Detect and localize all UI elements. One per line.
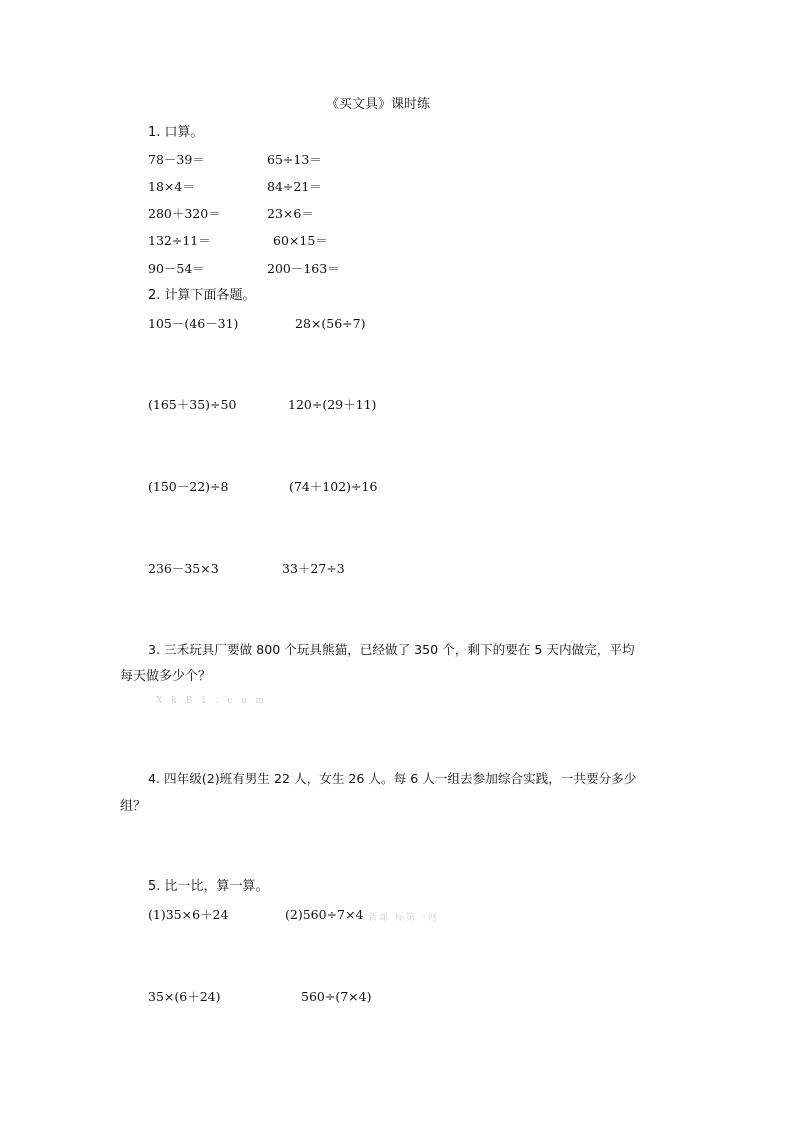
q5-item-4: 560÷(7×4) (301, 989, 372, 1004)
q2-item-4b: 33＋27÷3 (282, 561, 345, 576)
q3-text-line1: 3. 三禾玩具厂要做 800 个玩具熊猫，已经做了 350 个，剩下的要在 5 天内做完，平均 (148, 642, 635, 657)
q5-item-3: 35×(6＋24) (148, 989, 221, 1004)
q5-item-2: (2)560÷7×4 (285, 907, 364, 922)
q1-heading: 1. 口算。 (148, 125, 204, 140)
q1-item-3b: 23×6＝ (267, 206, 314, 221)
q2-item-3b: (74＋102)÷16 (289, 479, 378, 494)
q1-item-3a: 280＋320＝ (148, 206, 221, 221)
q2-item-2a: (165＋35)÷50 (148, 397, 237, 412)
q2-item-2b: 120÷(29＋11) (288, 397, 377, 412)
q1-item-4a: 132÷11＝ (148, 233, 211, 248)
q2-heading: 2. 计算下面各题。 (148, 288, 256, 303)
q2-item-4a: 236－35×3 (148, 561, 219, 576)
q5-heading: 5. 比一比，算一算。 (148, 879, 269, 894)
q1-item-2a: 18×4＝ (148, 179, 195, 194)
page-title: 《买文具》课时练 (326, 97, 431, 112)
q4-text-line2: 组？ (120, 799, 147, 814)
q3-text-line2: 每天做多少个？ (120, 669, 212, 684)
q2-item-1b: 28×(56÷7) (295, 316, 366, 331)
q1-item-1b: 65÷13＝ (267, 152, 322, 167)
q1-item-5b: 200－163＝ (267, 261, 340, 276)
q1-item-5a: 90－54＝ (148, 261, 205, 276)
q2-item-3a: (150－22)÷8 (148, 479, 229, 494)
q1-item-1a: 78－39＝ (148, 152, 205, 167)
watermark-xinke: 新课 标第一网 (368, 913, 439, 923)
q2-item-1a: 105－(46－31) (148, 316, 239, 331)
q1-item-2b: 84÷21＝ (267, 179, 322, 194)
q5-item-1: (1)35×6＋24 (148, 907, 229, 922)
q4-text-line1: 4. 四年级(2)班有男生 22 人，女生 26 人。每 6 人一组去参加综合实践，一共要分多少 (148, 771, 637, 786)
q1-item-4b: 60×15＝ (273, 233, 328, 248)
watermark-xkb1: X k B 1 . c o m (156, 696, 268, 706)
